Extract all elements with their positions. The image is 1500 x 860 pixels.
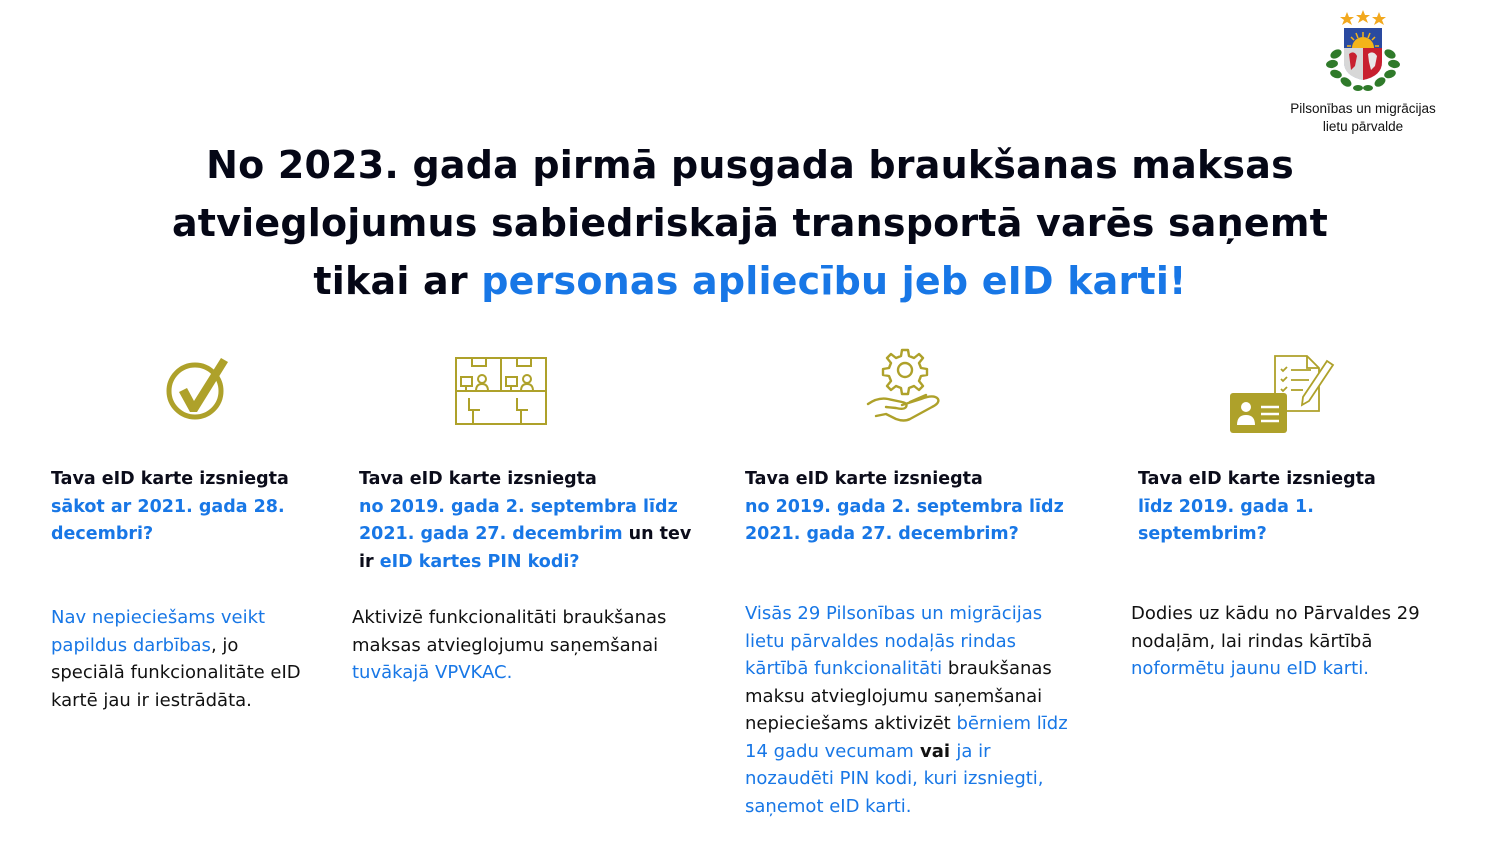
service-office-desks-icon xyxy=(455,357,547,425)
question-4-date: līdz 2019. gada 1. septembrim? xyxy=(1138,496,1314,544)
agency-name-line2: lietu pārvalde xyxy=(1322,119,1404,134)
answer-3-lost-pin: ja ir nozaudēti PIN kodi, kuri izsniegti, saņemot eID karti. xyxy=(745,740,1044,817)
headline-line1: No 2023. gada pirmā pusgada braukšanas maksas xyxy=(206,143,1294,187)
question-4-lead: Tava eID karte izsniegta xyxy=(1138,469,1376,489)
question-3-date: no 2019. gada 2. septembra līdz 2021. gada 27. decembrim? xyxy=(745,496,1064,544)
question-3 xyxy=(745,466,1085,549)
question-1 xyxy=(51,466,321,549)
answer-1 xyxy=(51,604,311,714)
headline-line2: atvieglojumus sabiedriskajā transportā varēs saņemt xyxy=(171,201,1329,245)
question-2 xyxy=(359,466,699,576)
answer-3-text: braukšanas maksu atvieglojumu saņemšanai nepieciešams aktivizēt xyxy=(745,658,1052,734)
checkmark-circle-icon xyxy=(165,356,231,422)
answer-2-text: Aktivizē funkcionalitāti braukšanas maksas atvieglojumu saņemšanai xyxy=(352,607,667,656)
question-4 xyxy=(1138,466,1438,549)
question-1-date: sākot ar 2021. gada 28. decembri? xyxy=(51,496,285,544)
agency-name-line1: Pilsonības un migrācijas xyxy=(1290,101,1436,116)
answer-3-or: vai xyxy=(913,740,957,762)
question-2-connector: un tev ir xyxy=(359,524,692,572)
question-1-lead: Tava eID karte izsniegta xyxy=(51,469,289,489)
answer-4-text: Dodies uz kādu no Pārvaldes 29 nodaļām, lai rindas kārtībā xyxy=(1131,603,1420,652)
answer-4-highlight: noformētu jaunu eID karti. xyxy=(1131,658,1369,679)
answer-4 xyxy=(1131,600,1441,683)
answer-1-text: , jo speciālā funkcionalitāte eID kartē jau ir iestrādāta. xyxy=(51,634,301,711)
headline-highlight: personas apliecību jeb eID karti! xyxy=(481,259,1187,303)
question-2-pin: eID kartes PIN kodi? xyxy=(379,551,580,572)
question-3-lead: Tava eID karte izsniegta xyxy=(745,469,983,489)
page-headline xyxy=(100,136,1400,310)
latvia-coat-of-arms-icon xyxy=(1322,10,1404,94)
question-2-lead: Tava eID karte izsniegta xyxy=(359,469,597,489)
gear-hand-icon xyxy=(866,347,944,423)
headline-line3-dark: tikai ar xyxy=(313,259,482,303)
answer-3 xyxy=(745,600,1075,820)
id-card-document-icon xyxy=(1229,355,1335,435)
headline-line3 xyxy=(100,252,1400,310)
answer-2 xyxy=(352,604,702,687)
answer-1-highlight: Nav nepieciešams veikt papildus darbības xyxy=(51,607,266,656)
agency-name xyxy=(1283,100,1443,136)
question-2-date: no 2019. gada 2. septembra līdz 2021. gada 27. decembrim xyxy=(359,496,678,544)
answer-2-highlight: tuvākajā VPVKAC. xyxy=(352,662,513,683)
agency-logo xyxy=(1283,10,1443,136)
answer-3-children: bērniem līdz 14 gadu vecumam xyxy=(745,713,1068,762)
answer-3-highlight: Visās 29 Pilsonības un migrācijas lietu pārvaldes nodaļās rindas kārtībā funkcionalitāti xyxy=(745,603,1043,679)
